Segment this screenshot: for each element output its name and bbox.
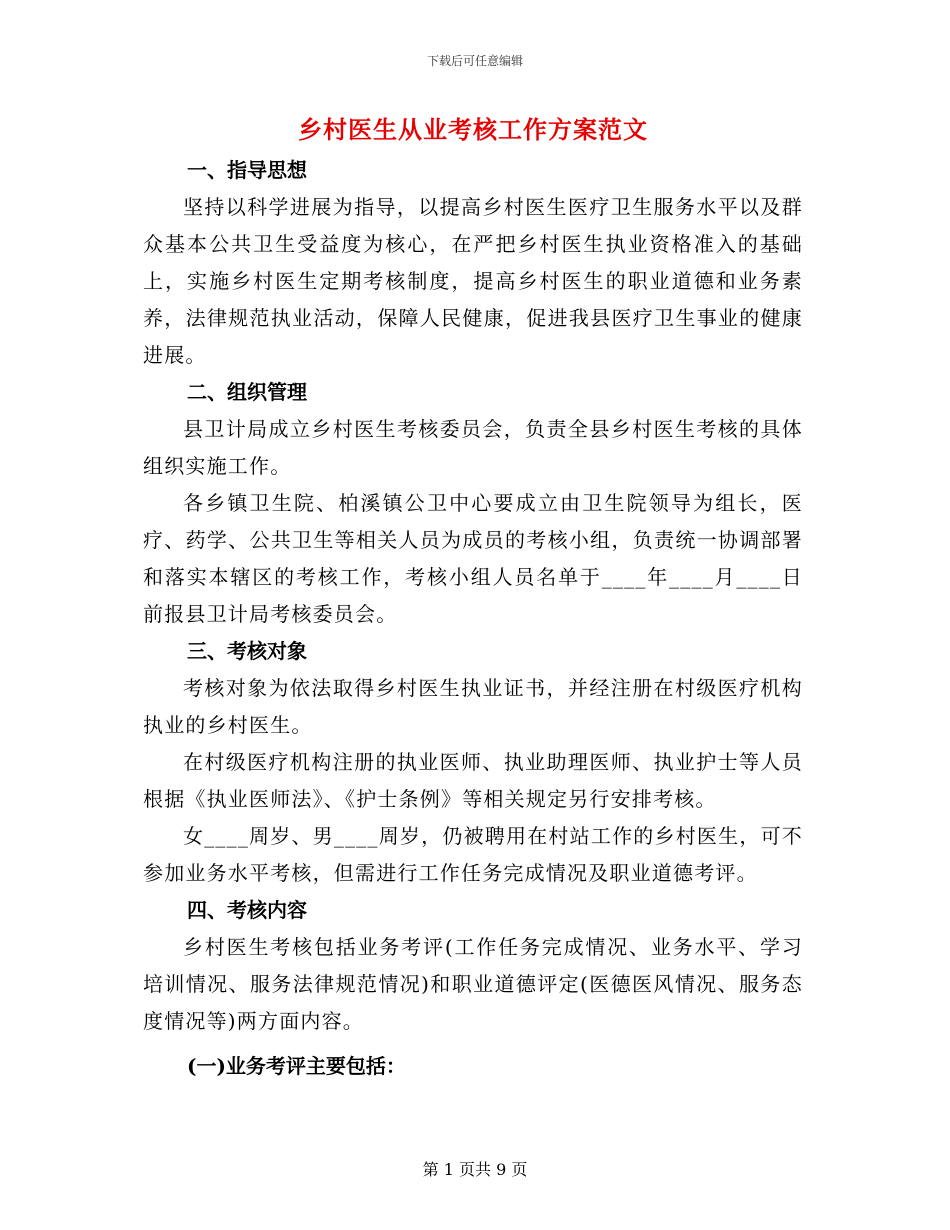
section-heading: 二、组织管理 (187, 380, 307, 404)
section-guiding-ideology (143, 152, 803, 374)
document-title: 乡村医生从业考核工作方案范文 (298, 115, 648, 144)
paragraph: 在村级医疗机构注册的执业医师、执业助理医师、执业护士等人员根据《执业医师法》、《护士条例》等相关规定另行安排考核。 (143, 750, 803, 811)
section-organization (143, 374, 803, 633)
paragraph: 乡村医生考核包括业务考评(工作任务完成情况、业务水平、学习培训情况、服务法律规范情况)和职业道德评定(医德医风情况、服务态度情况等)两方面内容。 (143, 935, 803, 1033)
document-body (143, 112, 803, 1085)
section-heading: 四、考核内容 (187, 898, 307, 922)
paragraph: 考核对象为依法取得乡村医生执业证书，并经注册在村级医疗机构执业的乡村医生。 (143, 676, 803, 737)
page-header-note: 下载后可任意编辑 (426, 54, 523, 68)
section-assessment-content (143, 892, 803, 1040)
section-heading: 一、指导思想 (187, 158, 307, 182)
paragraph: 县卫计局成立乡村医生考核委员会，负责全县乡村医生考核的具体组织实施工作。 (143, 417, 803, 478)
section-heading: 三、考核对象 (187, 639, 307, 663)
paragraph: 坚持以科学进展为指导，以提高乡村医生医疗卫生服务水平以及群众基本公共卫生受益度为核心，在严把乡村医生执业资格准入的基础上，实施乡村医生定期考核制度，提高乡村医生的职业道德和业务素养，法律规范执业活动，保障人民健康，促进我县医疗卫生事业的健康进展。 (143, 195, 803, 367)
paragraph: 各乡镇卫生院、柏溪镇公卫中心要成立由卫生院领导为组长，医疗、药学、公共卫生等相关人员为成员的考核小组，负责统一协调部署和落实本辖区的考核工作，考核小组人员名单于____年____月____日前报县卫计局考核委员会。 (143, 491, 803, 626)
section-assessment-targets (143, 633, 803, 892)
paragraph: 女____周岁、男____周岁，仍被聘用在村站工作的乡村医生，可不参加业务水平考核，但需进行工作任务完成情况及职业道德考评。 (143, 824, 803, 885)
subsection-heading: (一)业务考评主要包括： (187, 1054, 406, 1078)
page-number: 第 1 页共 9 页 (422, 1160, 528, 1179)
